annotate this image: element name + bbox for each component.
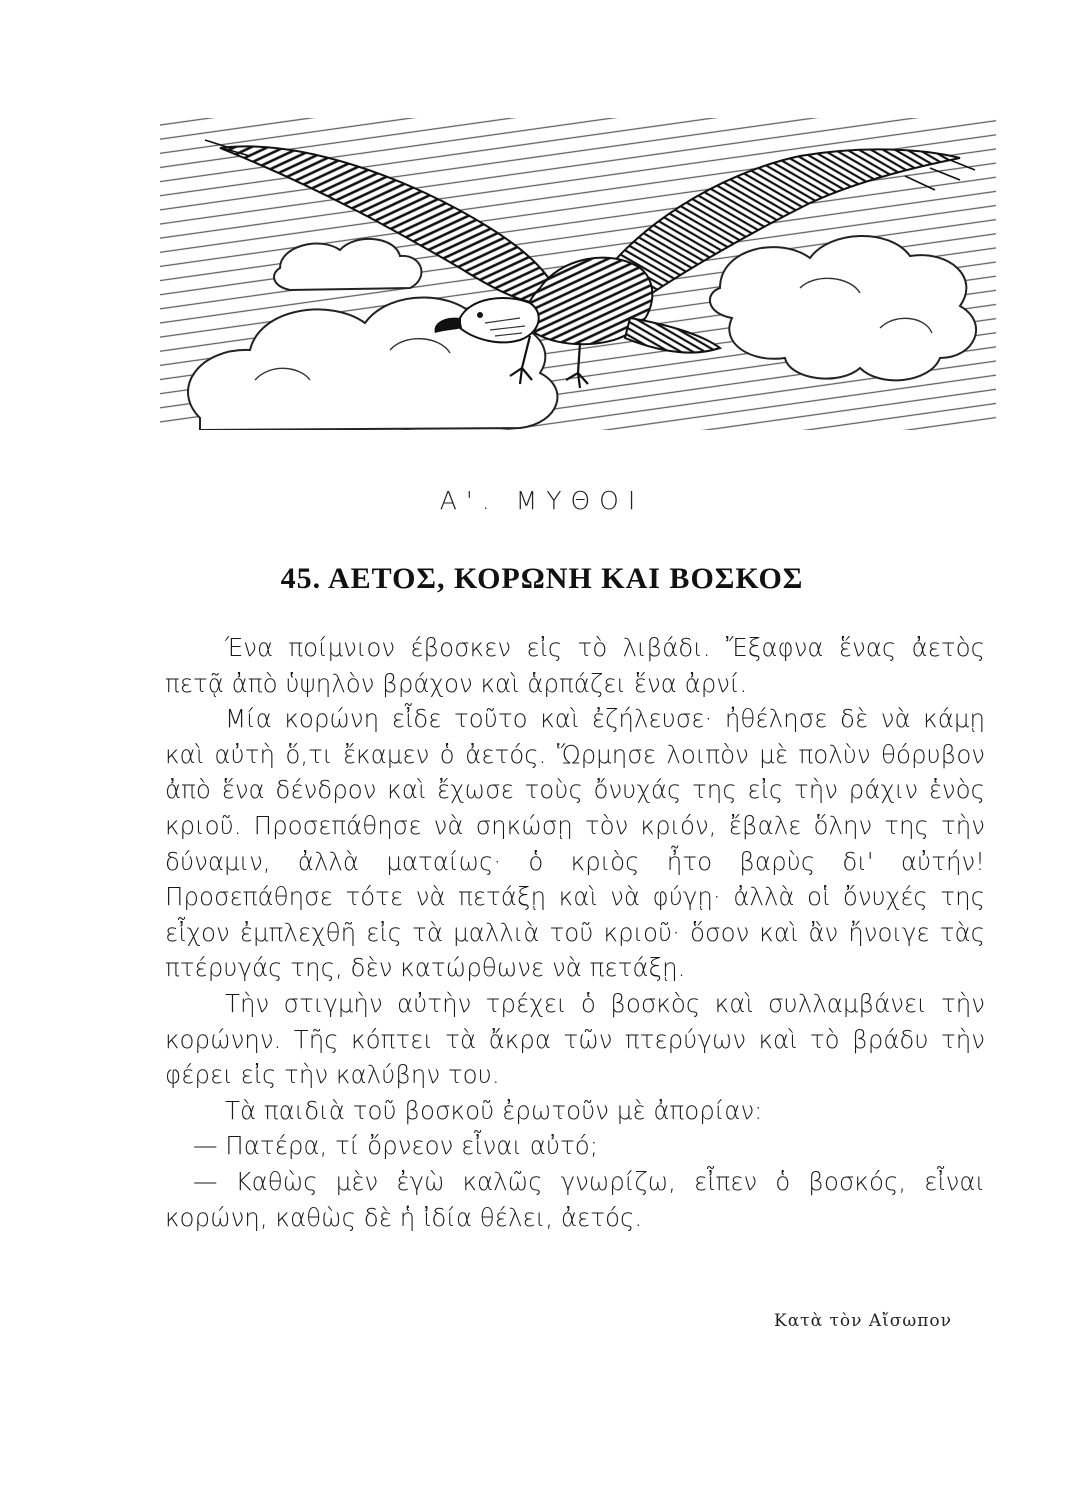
story-title: 45. ΑΕΤΟΣ, ΚΟΡΩΝΗ ΚΑΙ ΒΟΣΚΟΣ <box>280 562 804 595</box>
section-heading: Α'. ΜΥΘΟΙ <box>439 486 645 515</box>
story-paragraph: Τὰ παιδιὰ τοῦ βοσκοῦ ἐρωτοῦν μὲ ἀπορίαν: <box>225 1095 763 1125</box>
story-paragraph: Ένα ποίμνιον έβοσκεν εἰς τὸ λιβάδι. Ἔξαφνα ἕνας ἀετὸς πετᾷ ἀπὸ ὑψηλὸν βράχον καὶ ἁρπάζει ἕνα ἀρνί. <box>165 633 985 698</box>
eagle-flying-over-clouds-icon <box>160 118 996 430</box>
dialogue-line: — Πατέρα, τί ὄρνεον εἶναι αὐτό; <box>193 1131 599 1161</box>
story-paragraph: Τὴν στιγμὴν αὐτὴν τρέχει ὁ βοσκὸς καὶ συλλαμβάνει τὴν κορώνην. Τῆς κόπτει τὰ ἄκρα τῶν πτερύγων καὶ τὸ βράδυ τὴν φέρει εἰς τὴν καλύβην του. <box>165 988 985 1090</box>
story-paragraph: Μία κορώνη εἶδε τοῦτο καὶ ἐζήλευσε· ἠθέλησε δὲ νὰ κάμῃ καὶ αὐτὴ ὅ,τι ἔκαμεν ὁ ἀετός. Ὥρμησε λοιπὸν μὲ πολὺν θόρυβον ἀπὸ ἕνα δένδρον καὶ ἔχωσε τοὺς ὄνυχάς της εἰς τὴν ράχιν ἑνὸς κριοῦ. Προσεπάθησε νὰ σηκώσῃ τὸν κριόν, ἔβαλε ὅλην της τὴν δύναμιν, ἀλλὰ ματαίως· ὁ κριὸς ἦτο βαρὺς δι' αὐτήν! Προσεπάθησε τότε νὰ πετάξῃ καὶ νὰ φύγῃ· ἀλλὰ οἱ ὄνυχές της εἶχον ἐμπλεχθῆ εἰς τὰ μαλλιὰ τοῦ κριοῦ· ὅσον καὶ ἂν ἤνοιγε τὰς πτέρυγάς της, δὲν κατώρθωνε νὰ πετάξῃ. <box>165 704 985 983</box>
dialogue-line: — Καθὼς μὲν ἐγὼ καλῶς γνωρίζω, εἶπεν ὁ βοσκός, εἶναι κορώνη, καθὼς δὲ ἡ ἰδία θέλει, ἀετός. <box>165 1166 985 1232</box>
story-body <box>165 630 985 1235</box>
attribution: Κατὰ τὸν Αἴσωπον <box>774 1311 952 1331</box>
